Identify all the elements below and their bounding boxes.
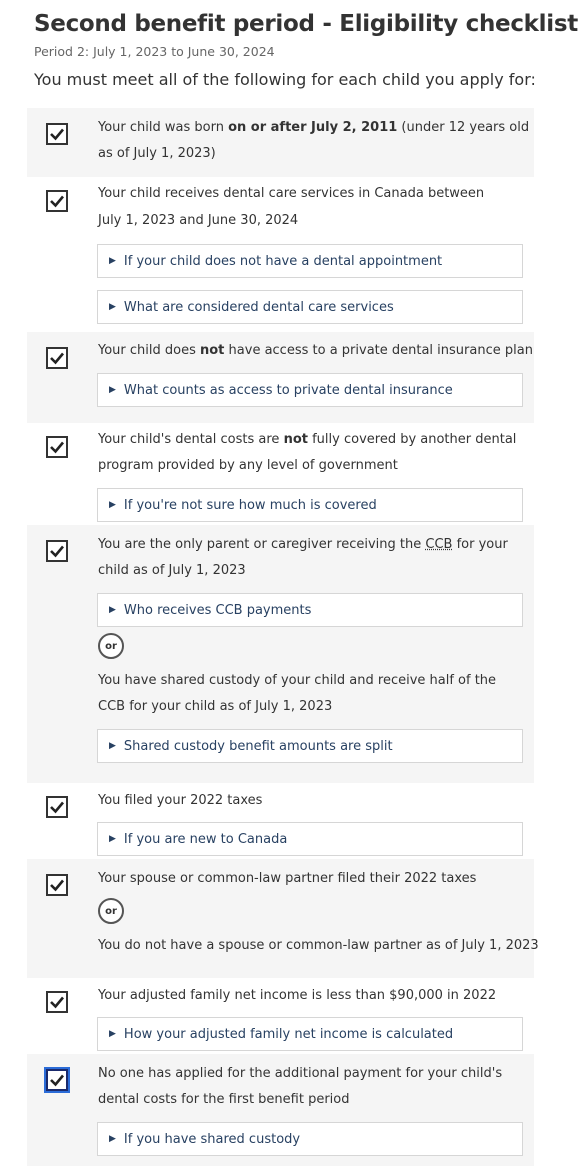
- expand-arrow-icon: ▶: [109, 834, 116, 844]
- details-label: If your child does not have a dental appointment: [123, 253, 443, 269]
- checklist-item-taxes: [27, 783, 534, 859]
- details-label: If you are new to Canada: [123, 831, 288, 847]
- details-label: How your adjusted family net income is calculated: [123, 1026, 454, 1042]
- item-text-dates: July 1, 2023 and June 30, 2024: [98, 213, 299, 228]
- item-text: You are the only parent or caregiver receiving the CCB for your child as of July 1, 2023: [98, 537, 508, 578]
- details-coverage[interactable]: [97, 488, 523, 522]
- expand-arrow-icon: ▶: [109, 605, 116, 615]
- checkbox-income[interactable]: [46, 991, 68, 1013]
- checkmark-icon: [49, 439, 65, 455]
- details-shared-custody-split[interactable]: [97, 729, 523, 763]
- details-private-insurance[interactable]: [97, 373, 523, 407]
- item-text: Your child does not have access to a private dental insurance plan: [98, 343, 533, 358]
- checkbox-ccb[interactable]: [46, 540, 68, 562]
- or-separator: or: [98, 898, 124, 924]
- expand-arrow-icon: ▶: [109, 500, 116, 510]
- item-text: Your child was born on or after July 2, 2011 (under 12 years old as of July 1, 2023): [98, 120, 530, 161]
- item-text-alternative: You do not have a spouse or common-law partner as of July 1, 2023: [98, 938, 539, 953]
- expand-arrow-icon: ▶: [109, 385, 116, 395]
- intro-text: You must meet all of the following for each child you apply for:: [34, 70, 536, 89]
- checklist-item-ccb: [27, 525, 534, 783]
- details-new-to-canada[interactable]: [97, 822, 523, 856]
- item-text: Your child receives dental care services in Canada between: [98, 186, 485, 201]
- checklist-item-services: [27, 177, 534, 332]
- expand-arrow-icon: ▶: [109, 1134, 116, 1144]
- details-label: Who receives CCB payments: [123, 602, 312, 618]
- details-income-calculation[interactable]: [97, 1017, 523, 1051]
- ccb-abbreviation: CCB: [425, 537, 453, 552]
- checkbox-born[interactable]: [46, 123, 68, 145]
- checkmark-icon: [49, 350, 65, 366]
- item-text-alternative: You have shared custody of your child and receive half of the CCB for your child as of July 1, 2023: [98, 673, 497, 714]
- checkbox-insurance[interactable]: [46, 347, 68, 369]
- item-text: Your spouse or common-law partner filed their 2022 taxes: [98, 871, 477, 886]
- page-title: Second benefit period - Eligibility checklist: [34, 11, 578, 37]
- checkmark-icon: [49, 126, 65, 142]
- checklist-item-born: [27, 108, 534, 177]
- expand-arrow-icon: ▶: [109, 302, 116, 312]
- checkbox-spouse[interactable]: [46, 874, 68, 896]
- checkbox-costs[interactable]: [46, 436, 68, 458]
- checklist-item-income: [27, 978, 534, 1054]
- item-text: No one has applied for the additional payment for your child's dental costs for the first benefit period: [98, 1066, 503, 1107]
- details-label: If you're not sure how much is covered: [123, 497, 377, 513]
- checkmark-icon: [49, 799, 65, 815]
- checkmark-icon: [49, 543, 65, 559]
- checklist-item-additional-payment: [27, 1054, 534, 1166]
- details-shared-custody[interactable]: [97, 1122, 523, 1156]
- details-dental-services[interactable]: [97, 290, 523, 324]
- item-text: Your adjusted family net income is less than $90,000 in 2022: [98, 988, 497, 1003]
- checkmark-icon: [49, 193, 65, 209]
- details-ccb-payments[interactable]: [97, 593, 523, 627]
- checklist-item-spouse: [27, 859, 539, 978]
- checkmark-icon: [49, 994, 65, 1010]
- details-no-appointment[interactable]: [97, 244, 523, 278]
- item-text: Your child's dental costs are not fully covered by another dental program provided by any level of government: [98, 432, 517, 473]
- item-text: You filed your 2022 taxes: [98, 793, 263, 808]
- period-subtitle: Period 2: July 1, 2023 to June 30, 2024: [34, 44, 275, 59]
- checkbox-services[interactable]: [46, 190, 68, 212]
- expand-arrow-icon: ▶: [109, 256, 116, 266]
- details-label: Shared custody benefit amounts are split: [123, 738, 393, 754]
- expand-arrow-icon: ▶: [109, 1029, 116, 1039]
- details-label: What are considered dental care services: [123, 299, 394, 315]
- checkmark-icon: [49, 1072, 65, 1088]
- expand-arrow-icon: ▶: [109, 741, 116, 751]
- checklist-item-costs: [27, 423, 534, 525]
- or-separator: or: [98, 633, 124, 659]
- checklist-item-insurance: [27, 332, 534, 423]
- details-label: What counts as access to private dental insurance: [123, 382, 453, 398]
- checkmark-icon: [49, 877, 65, 893]
- details-label: If you have shared custody: [123, 1131, 301, 1147]
- checkbox-additional-payment[interactable]: [46, 1069, 68, 1091]
- checkbox-taxes[interactable]: [46, 796, 68, 818]
